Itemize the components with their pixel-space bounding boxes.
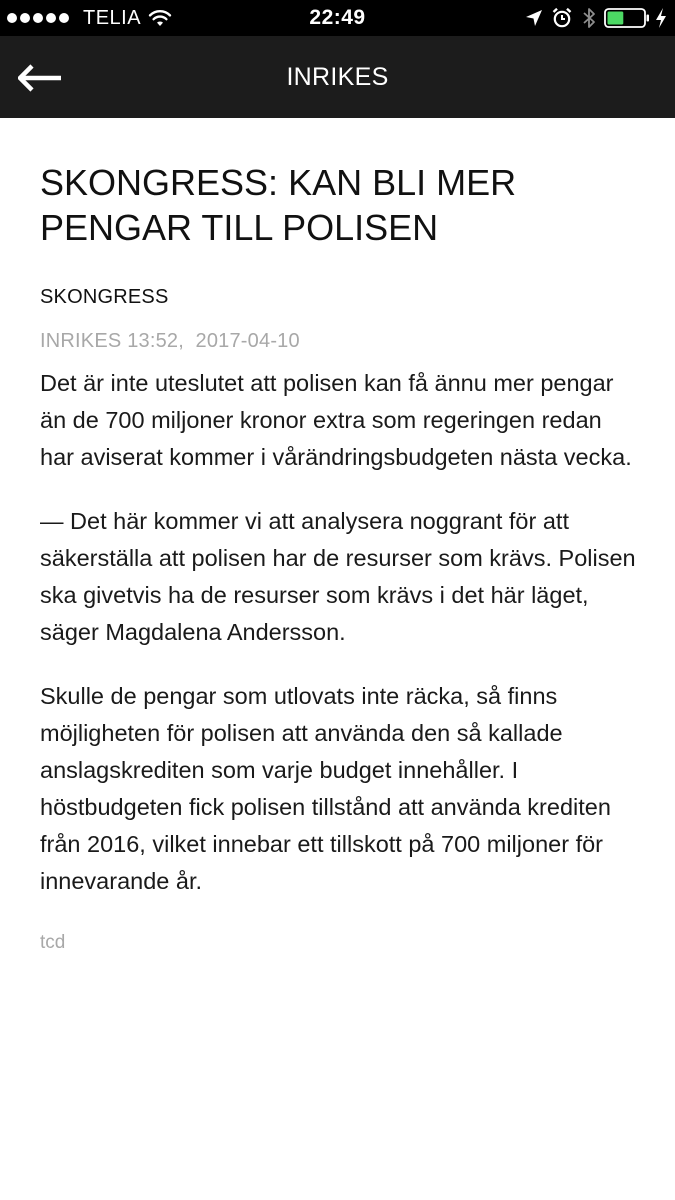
carrier-name: TELIA bbox=[83, 7, 142, 29]
alarm-clock-icon bbox=[552, 7, 572, 29]
article bbox=[40, 160, 640, 954]
article-paragraph: Det är inte uteslutet att polisen kan få ännu mer pengar än de 700 miljoner kronor extra som regeringen redan har aviserat kommer i vårändringsbudgeten nästa vecka. bbox=[40, 370, 632, 470]
status-time: 22:49 bbox=[309, 6, 366, 29]
article-section: INRIKES bbox=[40, 330, 122, 352]
article-byline: SKONGRESS bbox=[40, 286, 169, 308]
battery-icon bbox=[604, 8, 650, 28]
nav-bar bbox=[0, 36, 675, 118]
location-arrow-icon bbox=[525, 9, 543, 27]
article-author: tcd bbox=[40, 932, 66, 953]
article-meta bbox=[40, 330, 640, 353]
charging-bolt-icon bbox=[655, 7, 667, 29]
nav-title: INRIKES bbox=[286, 63, 389, 91]
article-headline: SKONGRESS: KAN BLI MER PENGAR TILL POLISEN bbox=[40, 162, 517, 248]
article-paragraph: — Det här kommer vi att analysera noggrant för att säkerställa att polisen har de resurser som krävs. Polisen ska givetvis ha de resurser som krävs i det här läget, säger Magdalena Andersson. bbox=[40, 508, 636, 645]
article-date: 2017-04-10 bbox=[195, 330, 300, 352]
article-body bbox=[40, 365, 640, 900]
article-time: 13:52, bbox=[127, 330, 184, 352]
status-bar bbox=[0, 0, 675, 36]
article-paragraph: Skulle de pengar som utlovats inte räcka, så finns möjligheten för polisen att använda den så kallade anslagskrediten som varje budget innehåller. I höstbudgeten fick polisen tillstånd att använda krediten från 2016, vilket innebar ett tillskott på 700 miljoner för innevarande år. bbox=[40, 683, 611, 894]
bluetooth-icon bbox=[582, 7, 596, 29]
